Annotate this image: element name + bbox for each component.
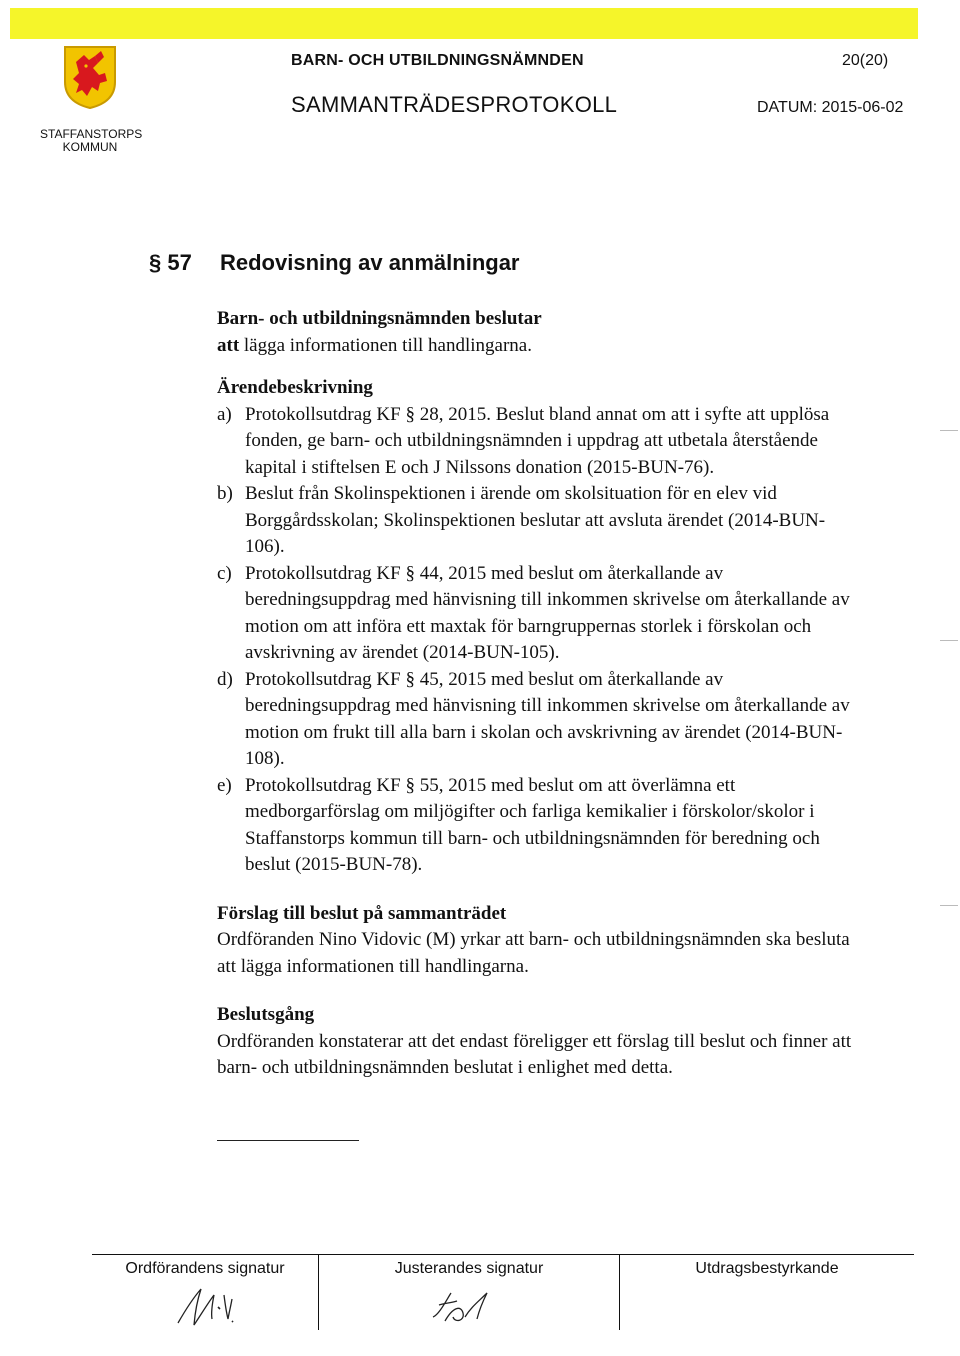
list-text: Beslut från Skolinspektionen i ärende om skolsituation för en elev vid Borggårdsskolan; Skolinspektionen beslutar att avsluta ärendet (2014-BUN-106). [245,483,826,557]
logo-text-line1: STAFFANSTORPS [40,127,143,141]
list-item [217,402,857,482]
decision-text-bold: att [217,334,240,356]
adjuster-signature-cell [319,1255,620,1330]
list-marker: d) [217,668,233,690]
scan-margin-mark [940,905,958,906]
document-date: DATUM: 2015-06-02 [757,99,904,116]
decision-text-rest: lägga informationen till handlingarna. [239,334,532,356]
list-item [217,561,857,667]
decision-text [217,333,857,360]
proposal-heading: Förslag till beslut på sammanträdet [217,902,507,924]
end-rule [217,1140,359,1141]
description-list [217,402,857,879]
decision-heading: Barn- och utbildningsnämnden beslutar [217,308,542,329]
description-heading: Ärendebeskrivning [217,377,373,398]
organization-name: BARN- OCH UTBILDNINGSNÄMNDEN [291,52,584,69]
document-title: SAMMANTRÄDESPROTOKOLL [291,92,618,117]
list-marker: b) [217,483,233,504]
scan-margin-mark [940,430,958,431]
chair-signature-label: Ordförandens signatur [125,1260,285,1277]
proposal-text: Ordföranden Nino Vidovic (M) yrkar att barn- och utbildningsnämnden ska besluta att lägga informationen till handlingarna. [217,929,850,977]
section-number: 57 [167,250,192,275]
list-marker: e) [217,774,232,796]
logo-text-line2: KOMMUN [62,140,118,154]
list-text: Protokollsutdrag KF § 45, 2015 med beslut om återkallande av beredningsuppdrag med hänvisning till inkommen skrivelse om återkallande av motion om frukt till alla barn i skolan och avskrivning av ärendet (2014-BUN-108). [245,668,850,769]
document-body [217,306,857,1082]
municipality-logo [40,44,143,154]
procedure-text: Ordföranden konstaterar att det endast föreligger ett förslag till beslut och finner att barn- och utbildningsnämnden beslutat i enlighet med detta. [217,1030,852,1078]
logo-text [40,127,143,154]
signature-table [92,1254,914,1330]
page-number: 20(20) [842,52,889,69]
adjuster-signature-label: Justerandes signatur [394,1260,544,1277]
certifier-signature-label: Utdragsbestyrkande [695,1260,839,1277]
adjuster-signature-mark [427,1287,493,1327]
chair-signature-cell [92,1255,319,1330]
list-text: Protokollsutdrag KF § 44, 2015 med beslut om återkallande av beredningsuppdrag med hänvisning till inkommen skrivelse om återkallande av motion om att införa ett maxtak för barngruppernas storlek i förskolan och avskrivning av ärendet (2014-BUN-105). [245,562,850,663]
section-title: Redovisning av anmälningar [219,250,520,275]
list-marker: c) [217,562,232,584]
chair-signature-mark [174,1285,236,1329]
scan-margin-mark [940,640,958,641]
list-item [217,773,857,879]
section-symbol: § [149,250,162,275]
list-marker: a) [217,403,232,425]
list-item [217,481,857,561]
list-item [217,667,857,773]
certifier-signature-cell [620,1255,914,1330]
header-color-bar [10,8,918,39]
list-text: Protokollsutdrag KF § 55, 2015 med beslut om att överlämna ett medborgarförslag om miljögifter och farliga kemikalier i förskolor/skolor i Staffanstorps kommun till barn- och utbildningsnämnden för beredning och beslut (2015-BUN-78). [245,774,820,875]
procedure-heading: Beslutsgång [217,1004,315,1025]
list-text: Protokollsutdrag KF § 28, 2015. Beslut bland annat om att i syfte att upplösa fonden, ge barn- och utbildningsnämnden i uppdrag att utbetala återstående kapital i stiftelsen E och J Nilssons donation (2015-BUN-76). [245,403,830,478]
crest-icon [62,44,118,110]
section-heading [149,250,520,276]
